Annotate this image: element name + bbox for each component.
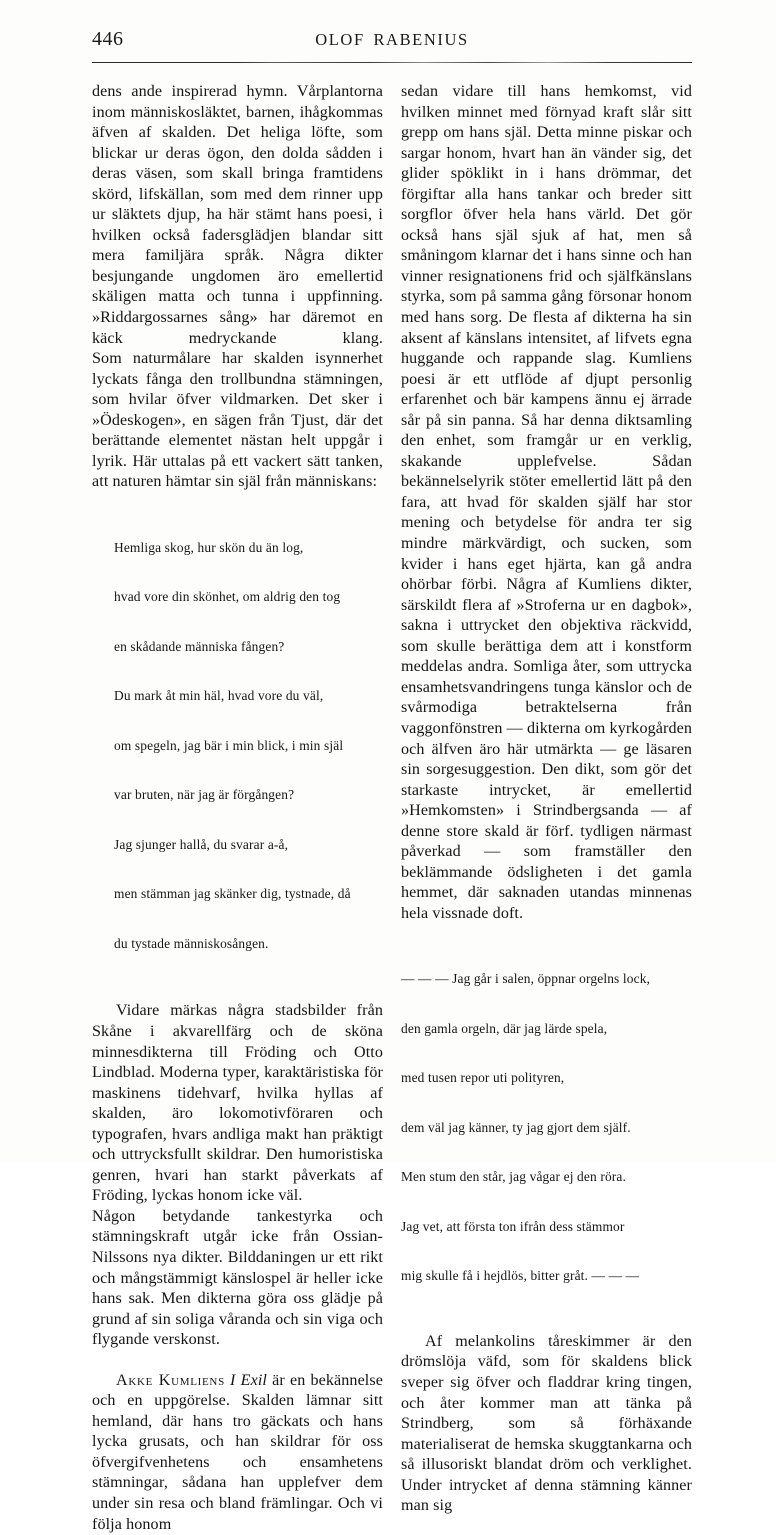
paragraph: Någon betydande tankestyrka och stämningskraft utgår icke från Ossian-Nilssons nya dikter. Bilddaningen ur ett rikt och mångstämmigt känslospel är heller icke hans sak. Men dikterna göra oss glädje på grund af sin soliga våranda och sin viga och flygande verskonst. (92, 1207, 383, 1349)
running-head-title: OLOF RABENIUS (315, 30, 469, 49)
left-column (92, 82, 383, 1535)
two-column-text-body (92, 82, 692, 1535)
verse-line: hvad vore din skönhet, om aldrig den tog (114, 589, 341, 605)
work-title-italic: I Exil (230, 1371, 267, 1389)
paragraph: sedan vidare till hans hemkomst, vid hvilken minnet med förnyad kraft slår sitt grepp om hans själ. Detta minne piskar och sargar honom, hvart han än vänder sig, det glider spöklikt in i hans drömmar, det förgiftar alla hans tankar och breder sitt sorgflor öfver hela hans värld. Det gör också hans själ sjuk af hat, men så småningom klarnar det i hans sinne och han vinner resignationens frid och själfkänslans styrka, som på samma gång försonar honom med hans sorg. De flesta af dikterna ha sin aksent af känslans intensitet, af lifvets egna huggande och rappande slag. Kumliens poesi är ett utflöde af djupt personlig erfarenhet och bär kampens ännu ej ärrade sår på sin panna. Så har denna diktsamling den enhet, som framgår ur en verklig, skakande upplefvelse. Sådan bekännelselyrik stöter emellertid lätt på den fara, att hvad för skalden själf har stor mening och betydelse för andra ter sig mindre märkvärdigt, och sucken, som kvider i hans eget hjärta, kan gå andra ohörbar förbi. Några af Kumliens dikter, särskildt flera af »Stroferna ur en dagbok», sakna i uttrycket den objektiva räckvidd, som skulle berättiga dem att i konstform meddelas andra. Somliga åter, som uttrycka ensamhetsvandringens tunga känslor och de svårmodiga betraktelserna från vaggonfönstren — dikterna om kyrkogården och älfven äro här utmärkta — ge läsaren sin sorgesuggestion. Den dikt, som gör det starkaste intrycket, är emellertid »Hemkomsten» i Strindbergsanda — af denne store skald är förf. tydligen närmast påverkad — som framställer den beklämmande ödsligheten i det gamla hemmet, där saknaden utandas minnenas hela vissnade doft. (401, 83, 692, 922)
verse-line: Hemliga skog, hur skön du än log, (114, 539, 304, 555)
verse-line: Jag sjunger hallå, du svarar a-å, (114, 836, 289, 852)
verse-line: om spegeln, jag bär i min blick, i min själ (114, 737, 344, 753)
verse-block (92, 507, 383, 986)
verse-line: med tusen repor uti polityren, (401, 1070, 565, 1086)
verse-line: den gamla orgeln, där jag lärde spela, (401, 1020, 608, 1036)
verse-line: var bruten, när jag är förgången? (114, 787, 295, 803)
paragraph: Vidare märkas några stadsbilder från Skåne i akvarellfärg och de sköna minnesdikterna till Fröding och Otto Lindblad. Moderna typer, karaktäristiska för maskinens tidehvarf, hvilka hyllas af skalden, äro lokomotivföraren och typografen, hvars andliga makt han präktigt och uttrycksfullt skildrar. Den humoristiska genren, hvari han starkt påverkats af Fröding, lyckas honom icke väl. (92, 1002, 383, 1205)
verse-line: men stämman jag skänker dig, tystnade, då (114, 886, 351, 902)
verse-block (401, 938, 692, 1318)
paragraph-spacer (92, 1351, 383, 1371)
paragraph-with-author-name (92, 1371, 383, 1535)
verse-line: Jag vet, att första ton ifrån dess stämmor (401, 1218, 625, 1234)
verse-line: mig skulle få i hejdlös, bitter gråt. — — — (401, 1268, 640, 1284)
header-rule (92, 62, 692, 63)
verse-line: dem väl jag känner, ty jag gjort dem själf. (401, 1119, 631, 1135)
page-folio-number: 446 (92, 28, 124, 50)
verse-line: Du mark åt min häl, hvad vore du väl, (114, 688, 324, 704)
paragraph-remainder: är en bekännelse och en uppgörelse. Skalden lämnar sitt hemland, där hans tro gäckats och hans lycka grusats, och han skildrar för oss öfvergifvenhetens och ensamhetens stämningar, sådana han upplefver dem under sin resa och bland främlingar. Och vi följa honom (92, 1371, 383, 1533)
verse-line: — — — Jag går i salen, öppnar orgelns lock, (401, 971, 651, 987)
running-head (92, 28, 692, 56)
verse-line: du tystade människosången. (114, 935, 269, 951)
verse-line: Men stum den står, jag vågar ej den röra. (401, 1169, 626, 1185)
paragraph: Af melankolins tåreskimmer är den drömslöja väfd, som för skaldens blick sveper sig öfver och fladdrar kring tingen, och åter kommer man att tänka på Strindberg, som så förhäxande materialiserat de hemska skuggtankarna och så illusoriskt blandat dröm och verklighet. Under intrycket af denna stämning känner man sig (401, 1332, 692, 1515)
paragraph: Som naturmålare har skalden isynnerhet lyckats fånga den trollbundna stämningen, som hvilar öfver vildmarken. Det sker i »Ödeskogen», en sägen från Tjust, där det berättande elementet nästan helt uppgår i lyrik. Här uttalas på ett vackert sätt tanken, att naturen hämtar sin själ från människans: (92, 350, 383, 491)
right-column (401, 82, 692, 1535)
verse-line: en skådande människa fången? (114, 638, 285, 654)
paragraph: dens ande inspirerad hymn. Vårplantorna inom människosläktet, barnen, ihågkommas äfven af skalden. Det heliga löfte, som blickar ur deras ögon, den dolda sådden i deras väsen, som skall bringa framtidens skörd, lifskällan, som med dem rinner upp ur släktets djup, ha här stämt hans poesi, i hvilken också fadersglädjen blandar sitt mera familjära språk. Några dikter besjungande ungdomen äro emellertid skäligen matta och tunna i uppfinning. »Riddargossarnes sång» har däremot en käck medryckande klang. (92, 83, 383, 347)
author-name-smallcaps: Akke Kumliens (116, 1371, 225, 1389)
